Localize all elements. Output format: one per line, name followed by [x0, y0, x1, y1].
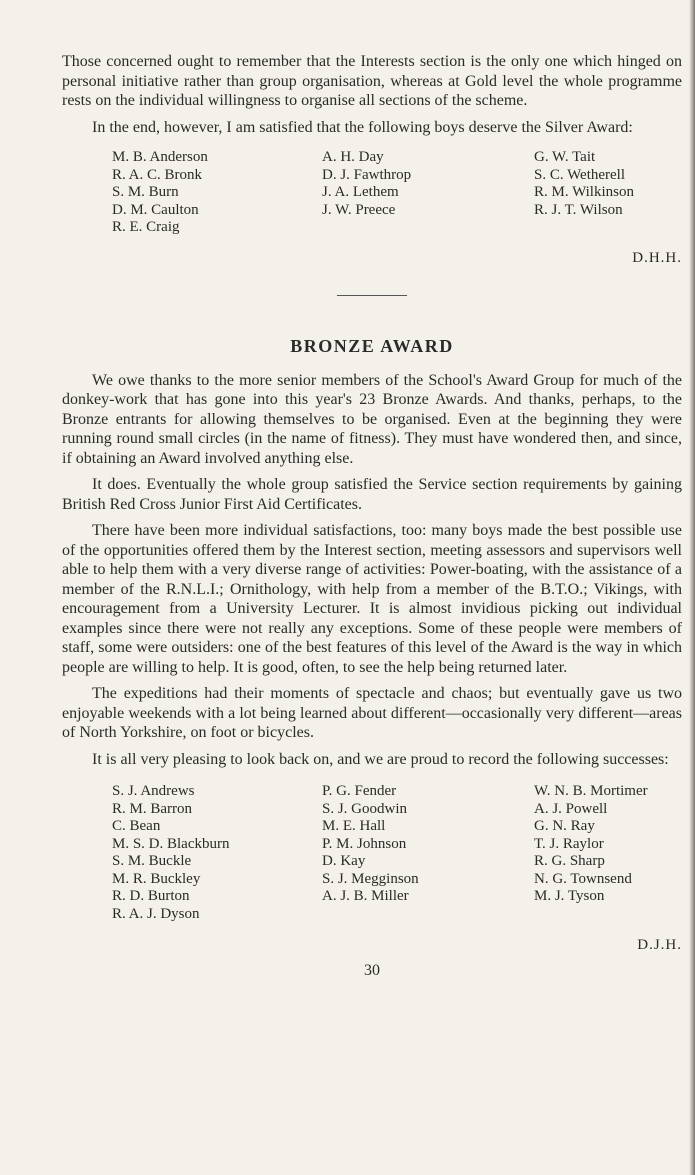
name-entry: S. J. Goodwin [322, 800, 408, 817]
name-entry: C. Bean [112, 818, 161, 834]
name-entry: D. J. Fawthrop [322, 166, 412, 183]
name-entry: A. J. Powell [534, 800, 608, 817]
name-entry: M. J. Tyson [534, 888, 605, 904]
name-entry: R. M. Barron [112, 800, 192, 817]
name-entry: S. M. Buckle [112, 853, 192, 869]
silver-names-list [112, 149, 682, 237]
silver-paragraph-1: Those concerned ought to remember that the Interests section is the only one which hinged on personal initiative rather than group organisation, whereas at Gold level the whole programme rests on the individual willingness to organise all sections of the scheme. [62, 53, 682, 109]
name-entry: W. N. B. Mortimer [534, 783, 648, 799]
name-entry: M. S. D. Blackburn [112, 835, 230, 852]
name-entry: J. A. Lethem [322, 184, 399, 200]
section-divider [337, 295, 407, 296]
name-entry: M. E. Hall [322, 818, 386, 834]
name-entry: M. B. Anderson [112, 149, 208, 165]
name-entry: S. M. Burn [112, 184, 179, 200]
bronze-names-list [112, 783, 682, 923]
name-entry: G. N. Ray [534, 818, 595, 834]
name-entry: G. W. Tait [534, 149, 596, 165]
name-entry: R. A. C. Bronk [112, 166, 203, 183]
name-entry: N. G. Townsend [534, 870, 632, 887]
name-entry: R. M. Wilkinson [534, 184, 634, 200]
bronze-names-col-3 [534, 783, 684, 923]
name-entry: J. W. Preece [322, 201, 396, 218]
silver-names-col-2 [322, 149, 534, 237]
bronze-heading: BRONZE AWARD [290, 335, 454, 356]
bronze-paragraph-5: It is all very pleasing to look back on, and we are proud to record the following successes: [92, 750, 669, 768]
name-entry: P. M. Johnson [322, 835, 407, 852]
bronze-paragraph-4: The expeditions had their moments of spectacle and chaos; but eventually gave us two enjoyable weekends with a lot being learned about different—occasionally very different—areas of North Yorkshire, on foot or bicycles. [62, 685, 682, 741]
silver-paragraph-2: In the end, however, I am satisfied that the following boys deserve the Silver Award: [92, 118, 633, 136]
name-entry: R. J. T. Wilson [534, 201, 623, 218]
name-entry: D. M. Caulton [112, 201, 199, 218]
bronze-signature: D.J.H. [637, 937, 682, 953]
name-entry: R. D. Burton [112, 888, 190, 904]
silver-names-col-1 [112, 149, 322, 237]
bronze-names-col-2 [322, 783, 534, 923]
name-entry: M. R. Buckley [112, 870, 201, 887]
bronze-paragraph-1: We owe thanks to the more senior members of the School's Award Group for much of the donkey-work that has gone into this year's 23 Bronze Awards. And thanks, perhaps, to the Bronze entrants for allowing themselves to be organised. Even at the beginning they were running round small circles (in the name of fitness). They must have wondered then, and since, if obtaining an Award involved anything else. [62, 371, 682, 467]
bronze-names-col-1 [112, 783, 322, 923]
bronze-paragraph-2: It does. Eventually the whole group satisfied the Service section requirements by gaining British Red Cross Junior First Aid Certificates. [62, 476, 682, 513]
page-number: 30 [364, 962, 380, 979]
name-entry: D. Kay [322, 853, 366, 869]
name-entry: A. H. Day [322, 149, 384, 165]
name-entry: R. A. J. Dyson [112, 905, 200, 922]
silver-names-col-3 [534, 149, 684, 237]
page-edge-shadow [689, 0, 695, 1175]
name-entry: R. E. Craig [112, 219, 180, 235]
name-entry: T. J. Raylor [534, 835, 604, 852]
name-entry: A. J. B. Miller [322, 888, 409, 904]
document-page [62, 52, 682, 980]
bronze-paragraph-3: There have been more individual satisfactions, too: many boys made the best possible use of the opportunities offered them by the Interest section, meeting assessors and supervisors well able to help them with a very diverse range of activities: Power-boating, with the assistance of a member of the R.N.L.I.; Ornithology, with help from a member of the B.T.O.; Vikings, with encouragement from a University Lecturer. It is almost invidious picking out individual examples since there were not really any exceptions. Some of these people were members of staff, some were outsiders: one of the best features of this level of the Award is the way in which people are willing to help. It is good, often, to see the help being returned later. [62, 522, 682, 676]
name-entry: S. C. Wetherell [534, 166, 626, 183]
name-entry: P. G. Fender [322, 783, 397, 799]
name-entry: R. G. Sharp [534, 853, 605, 869]
name-entry: S. J. Megginson [322, 870, 419, 887]
silver-signature: D.H.H. [632, 249, 682, 266]
name-entry: S. J. Andrews [112, 783, 195, 799]
